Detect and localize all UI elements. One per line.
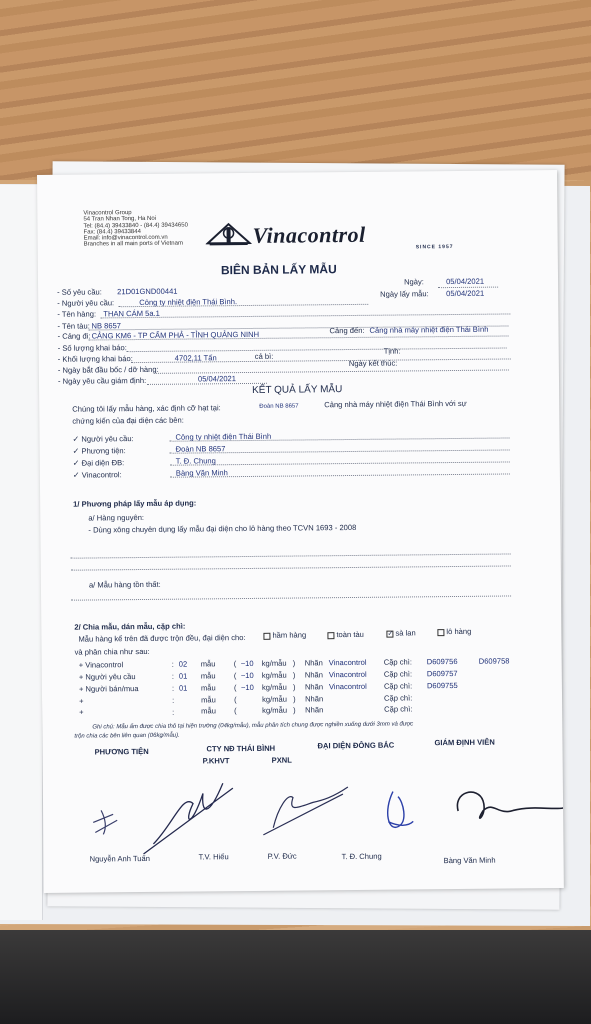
dist-seal-label: Cặp chì: — [383, 692, 413, 703]
address-line: Branches in all main ports of Vietnam — [83, 241, 183, 249]
signer-name-duc: P.V. Đức — [267, 851, 297, 861]
colon-separator: : — [171, 659, 174, 669]
dark-floor-area — [0, 930, 591, 1024]
party-label: Vinacontrol: — [81, 470, 122, 480]
goods-value: THAN CÁM 5a.1 — [103, 308, 160, 319]
logo-since: SINCE 1957 — [415, 244, 454, 251]
signature-title-inspector: GIÁM ĐỊNH VIÊN — [434, 737, 495, 748]
folder-left-flap — [0, 185, 43, 920]
signer-name-chung: T. Đ. Chung — [341, 851, 382, 862]
colon-separator: : — [172, 695, 175, 705]
request-number-label: - Số yêu cầu: — [57, 287, 102, 297]
scales-emblem-icon — [205, 221, 251, 247]
dist-open-paren: ( — [233, 659, 237, 669]
dist-seal-label: Cặp chì: — [384, 704, 413, 715]
inspection-date-label: - Ngày yêu cầu giám định: — [57, 375, 147, 386]
address-line: Tel: (84.4) 39433840 - (84.4) 39434650 — [83, 222, 188, 230]
dist-label-word: Nhãn — [304, 670, 324, 680]
dist-weight-unit: kg/mẫu — [261, 682, 287, 692]
declared-quantity-label: - Số lượng khai báo: — [57, 343, 127, 353]
dist-weight-unit: kg/mẫu — [262, 706, 288, 716]
dist-unit: mẫu — [200, 671, 216, 681]
dist-seal-1: D609755 — [426, 680, 458, 690]
option-hold — [263, 630, 306, 639]
dist-seal-2: D609758 — [478, 656, 510, 666]
checked-checkbox-icon: ✓ — [387, 630, 394, 638]
dist-close-paren: ) — [292, 682, 296, 692]
signer-name-hieu: T.V. Hiếu — [198, 852, 229, 862]
sampling-report-page — [37, 170, 564, 893]
check-mark-icon: ✓ — [72, 470, 80, 480]
inspection-date-value: 05/04/2021 — [197, 374, 237, 384]
dist-label-word: Nhãn — [304, 681, 324, 692]
goods-label: - Tên hàng: — [57, 309, 97, 319]
arrival-port-label: Cảng đến: — [329, 325, 365, 336]
option-lot — [437, 627, 471, 636]
dist-open-paren: ( — [233, 670, 237, 680]
gross-label: cả bì: — [254, 351, 274, 361]
result-intro-1: Chúng tôi lấy mẫu hàng, xác định cỡ hạt tại: — [72, 403, 221, 414]
requester-value: Công ty nhiệt điện Thái Bình. — [139, 297, 238, 308]
check-mark-icon: ✓ — [72, 434, 80, 444]
sampling-date-value: 05/04/2021 — [446, 288, 485, 299]
section1-a-text: - Dùng xông chuyên dụng lấy mẫu đại diện cho lô hàng theo TCVN 1693 - 2008 — [88, 522, 357, 535]
departure-port-label: - Cảng đi: — [57, 331, 91, 341]
party-value: Đoàn NB 8657 — [175, 444, 226, 454]
colon-separator: : — [171, 671, 174, 681]
dist-quantity: 01 — [178, 671, 188, 681]
dist-seal-label: Cặp chì: — [383, 669, 413, 679]
address-line: Fax: (84.4) 39433844 — [83, 228, 141, 236]
loading-start-label: - Ngày bắt đầu bốc / dỡ hàng: — [57, 364, 159, 375]
party-value: Công ty nhiệt điện Thái Bình — [175, 431, 272, 442]
party-label: Người yêu cầu: — [81, 434, 134, 444]
address-line: Email: info@vinacontrol.com.vn — [83, 234, 168, 242]
dist-quantity: 01 — [178, 683, 188, 693]
section1-a-label: a/ Hàng nguyên: — [88, 512, 145, 523]
dist-weight: ~10 — [240, 658, 254, 669]
declared-weight-value: 4702,11 Tấn — [174, 353, 217, 363]
note-line-2: trộn chia các bên liên quan (06kg/mẫu). — [74, 732, 180, 740]
signer-name-minh: Bàng Văn Minh — [443, 855, 496, 866]
dist-label-owner: Vinacontrol — [328, 669, 367, 680]
dotted-line — [170, 461, 510, 465]
party-label: Đại diện ĐB: — [81, 458, 125, 468]
dist-open-paren: ( — [234, 706, 237, 716]
checkbox-icon — [263, 632, 270, 639]
note-line-1: Ghi chú: Mẫu ẩm được chia thô tại hiện trường (04kg/mẫu), mẫu phân tích chung được nghiền xuống dưới 3mm và được — [92, 721, 414, 731]
party-label: Phương tiện: — [81, 446, 126, 456]
dist-label-owner: Vinacontrol — [328, 681, 367, 691]
section1-heading: 1/ Phương pháp lấy mẫu áp dụng: — [73, 498, 197, 509]
document-title: BIÊN BẢN LẤY MẪU — [220, 262, 337, 278]
check-mark-icon: ✓ — [72, 446, 80, 456]
option-label: toàn tàu — [336, 629, 364, 640]
dotted-line — [71, 565, 511, 570]
signature-title-power-plant: CTY NĐ THÁI BÌNH — [206, 743, 276, 754]
party-row — [73, 446, 126, 456]
option-label: sà lan — [395, 628, 416, 638]
section2-intro: Mẫu hàng kể trên đã được trộn đều, đại diện cho: — [78, 633, 246, 644]
dist-weight-unit: kg/mẫu — [261, 694, 287, 704]
check-mark-icon: ✓ — [72, 458, 80, 468]
arrival-port-value: Cảng nhà máy nhiệt điện Thái Bình — [369, 324, 489, 335]
vinacontrol-logo — [205, 221, 251, 252]
result-intro-3: chứng kiến của đại diện các bên: — [72, 415, 184, 426]
section2-heading: 2/ Chia mẫu, dán mẫu, cặp chì: — [74, 621, 186, 632]
dist-weight: ~10 — [240, 670, 254, 680]
logo-wordmark: Vinacontrol — [252, 221, 366, 248]
party-value: T. Đ. Chung — [175, 456, 216, 466]
dist-open-paren: ( — [233, 694, 237, 704]
request-number-value: 21D01GND00441 — [117, 286, 178, 297]
dist-close-paren: ) — [293, 705, 296, 715]
party-row — [73, 458, 125, 467]
dist-weight: ~10 — [240, 682, 254, 692]
section2-intro2: và phân chia như sau: — [74, 646, 150, 657]
dist-unit: mẫu — [200, 694, 216, 704]
option-barge — [386, 628, 415, 637]
signature-sub-pxnl: PXNL — [271, 755, 292, 765]
result-intro-place: Đoàn NB 8657 — [259, 403, 299, 410]
dist-weight-unit: kg/mẫu — [261, 658, 287, 668]
dist-open-paren: ( — [233, 682, 237, 692]
dist-close-paren: ) — [292, 658, 296, 668]
dist-unit: mẫu — [200, 659, 216, 669]
dotted-line — [100, 313, 510, 318]
dist-recipient: + Người bán/mua — [78, 683, 139, 694]
party-row — [73, 470, 122, 479]
dist-unit: mẫu — [200, 682, 216, 693]
option-label: hầm hàng — [272, 630, 307, 640]
dotted-line — [71, 553, 511, 558]
dist-recipient: + Người yêu cầu — [78, 671, 136, 682]
dist-label-word: Nhãn — [304, 658, 323, 668]
colon-separator: : — [171, 683, 175, 693]
dotted-line — [154, 369, 509, 373]
section1-b-label: a/ Mẫu hàng tồn thất: — [88, 579, 161, 590]
dist-quantity: 02 — [178, 659, 188, 669]
vessel-label: - Tên tàu: — [57, 321, 90, 331]
dist-unit: mẫu — [201, 706, 216, 716]
address-line: 54 Tran Nhan Tong, Ha Noi — [83, 216, 157, 223]
checkbox-icon — [327, 632, 334, 639]
dist-recipient: + Vinacontrol — [78, 660, 124, 670]
handwritten-signatures — [83, 770, 564, 865]
dotted-line — [147, 383, 267, 385]
signature-sub-pkhvt: P.KHVT — [202, 756, 230, 766]
party-row — [72, 434, 133, 444]
option-label: lô hàng — [446, 626, 472, 637]
company-address-block — [83, 210, 188, 249]
dotted-line — [127, 347, 507, 352]
signature-title-dong-bac: ĐẠI DIỆN ĐÔNG BẮC — [317, 740, 395, 751]
dist-label-owner: Vinacontrol — [328, 657, 367, 668]
result-intro-2: Cảng nhà máy nhiệt điện Thái Bình với sự — [324, 398, 467, 410]
option-whole-ship — [327, 630, 364, 639]
vessel-value: NB 8657 — [91, 321, 122, 331]
signer-name-vessel: Nguyễn Anh Tuấn — [89, 853, 150, 864]
dist-close-paren: ) — [292, 694, 296, 704]
loading-end-label: Ngày kết thúc: — [348, 358, 398, 369]
dist-close-paren: ) — [292, 670, 296, 680]
sampling-date-label: Ngày lấy mẫu: — [380, 289, 429, 299]
declared-weight-label: - Khối lượng khai báo: — [57, 354, 133, 364]
date-label: Ngày: — [404, 277, 424, 287]
dist-label-word: Nhãn — [304, 693, 324, 703]
requester-label: - Người yêu cầu: — [57, 298, 115, 308]
dist-seal-1: D609757 — [426, 668, 458, 679]
dotted-line — [71, 595, 511, 600]
signature-title-vessel: PHƯƠNG TIỆN — [94, 746, 149, 757]
date-value: 05/04/2021 — [445, 276, 485, 287]
dist-seal-1: D609756 — [426, 656, 458, 667]
dist-label-word: Nhãn — [305, 705, 324, 715]
dist-recipient: + — [79, 707, 84, 718]
departure-port-value: CẢNG KM6 - TP CẨM PHẢ - TỈNH QUẢNG NINH — [91, 329, 260, 341]
result-heading: KẾT QUẢ LẤY MẪU — [252, 384, 343, 396]
dist-seal-label: Cặp chì: — [383, 657, 413, 667]
checkbox-icon — [437, 629, 444, 636]
dist-seal-label: Cặp chì: — [383, 681, 413, 691]
net-label: Tịnh: — [383, 346, 401, 356]
colon-separator: : — [172, 707, 175, 717]
dist-weight-unit: kg/mẫu — [261, 670, 287, 680]
dist-recipient: + — [79, 696, 84, 706]
party-value: Bàng Văn Minh — [175, 468, 228, 478]
address-line: Vinacontrol Group — [83, 210, 132, 217]
